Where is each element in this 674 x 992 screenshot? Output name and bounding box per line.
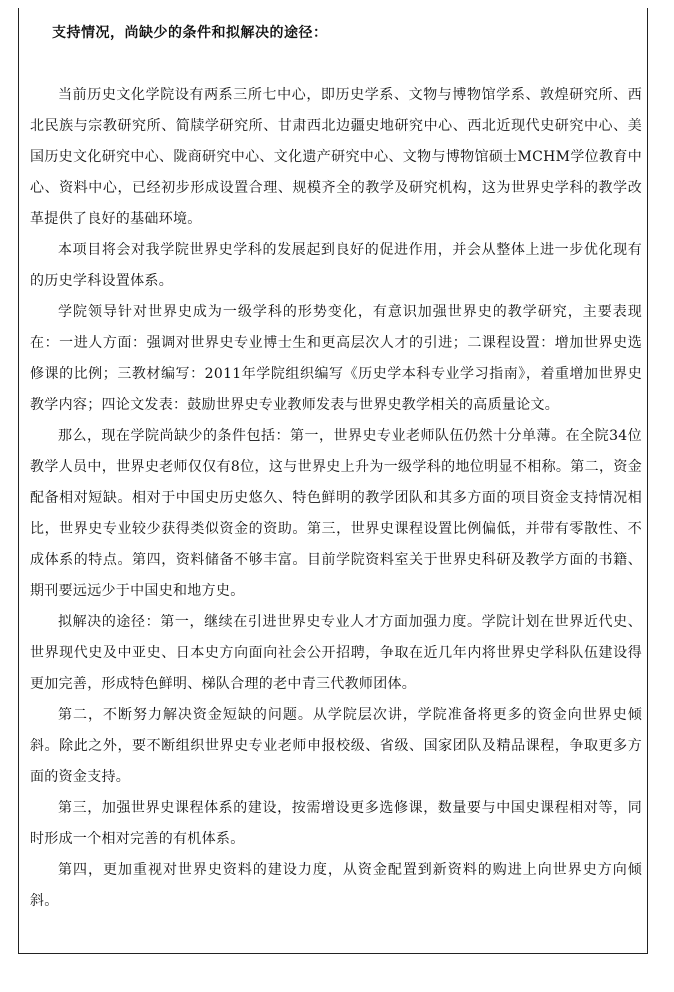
section-heading: 支持情况，尚缺少的条件和拟解决的途径： <box>52 25 328 41</box>
paragraph-leadership-measures: 学院领导针对世界史成为一级学科的形势变化，有意识加强世界史的教学研究，主要表现在：一进人方面：强调对世界史专业博士生和更高层次人才的引进；二课程设置：增加世界史选修课的比例；三教材编写：2011年学院组织编写《历史学本科专业学习指南》，着重增加世界史教学内容；四论文发表：鼓励世界史专业教师发表与世界史教学相关的高质量论文。 <box>30 304 642 413</box>
paragraph-institutions: 当前历史文化学院设有两系三所七中心，即历史学系、文物与博物馆学系、敦煌研究所、西北民族与宗教研究所、简牍学研究所、甘肃西北边疆史地研究中心、西北近现代史研究中心、美国历史文化研究中心、陇商研究中心、文化遗产研究中心、文物与博物馆硕士MCHM学位教育中心、资料中心，已经初步形成设置合理、规模齐全的教学及研究机构，这为世界史学科的教学改革提供了良好的基础环境。 <box>30 87 642 227</box>
paragraph-solution-first: 拟解决的途径：第一，继续在引进世界史专业人才方面加强力度。学院计划在世界近代史、世界现代史及中亚史、日本史方向面向社会公开招聘，争取在近几年内将世界史学科队伍建设得更加完善，形成特色鲜明、梯队合理的老中青三代教师团体。 <box>30 614 642 692</box>
document-body <box>30 80 642 917</box>
paragraph-solution-fourth: 第四，更加重视对世界史资料的建设力度，从资金配置到新资料的购进上向世界史方向倾斜。 <box>30 862 642 909</box>
paragraph-solution-second: 第二，不断努力解决资金短缺的问题。从学院层次讲，学院准备将更多的资金向世界史倾斜。除此之外，要不断组织世界史专业老师申报校级、省级、国家团队及精品课程，争取更多方面的资金支持。 <box>30 707 642 785</box>
paragraph-project-effect: 本项目将会对我学院世界史学科的发展起到良好的促进作用，并会从整体上进一步优化现有的历史学科设置体系。 <box>30 242 642 289</box>
paragraph-missing-conditions: 那么，现在学院尚缺少的条件包括：第一，世界史专业老师队伍仍然十分单薄。在全院34位教学人员中，世界史老师仅仅有8位，这与世界史上升为一级学科的地位明显不相称。第二，资金配备相对短缺。相对于中国史历史悠久、特色鲜明的教学团队和其多方面的项目资金支持情况相比，世界史专业较少获得类似资金的资助。第三，世界史课程设置比例偏低，并带有零散性、不成体系的特点。第四，资料储备不够丰富。目前学院资料室关于世界史科研及教学方面的书籍、期刊要远远少于中国史和地方史。 <box>30 428 642 599</box>
paragraph-solution-third: 第三，加强世界史课程体系的建设，按需增设更多选修课，数量要与中国史课程相对等，同时形成一个相对完善的有机体系。 <box>30 800 642 847</box>
